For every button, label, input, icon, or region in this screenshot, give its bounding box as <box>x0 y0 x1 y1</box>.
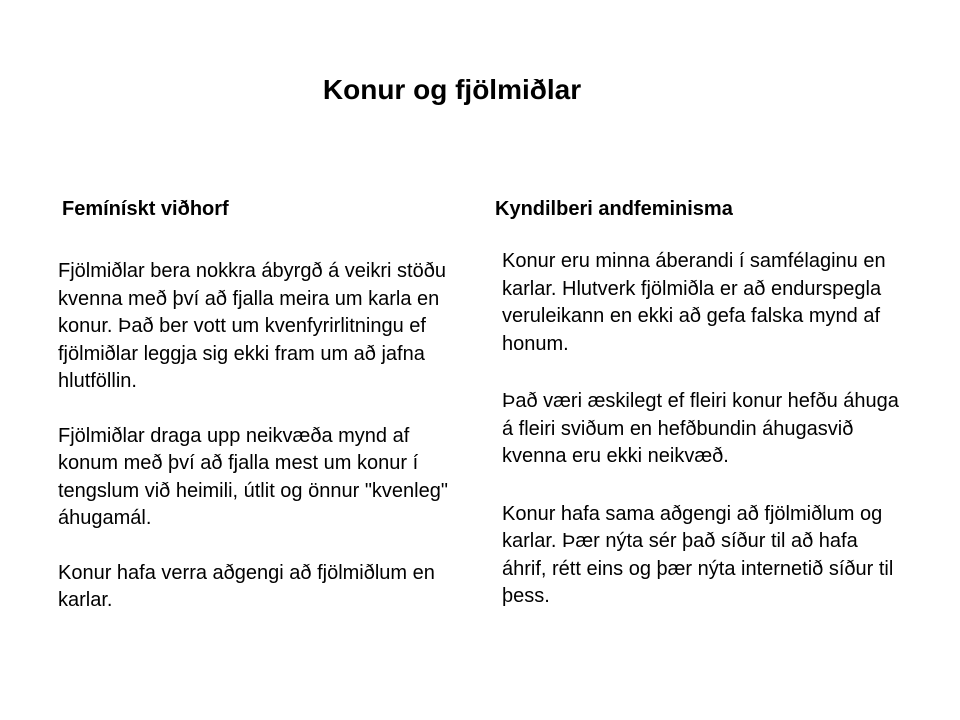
right-paragraph: Það væri æskilegt ef fleiri konur hefðu áhuga á fleiri sviðum en hefðbundin áhugasvið kvenna eru ekki neikvæð. <box>502 390 899 467</box>
left-column <box>58 258 468 615</box>
right-paragraph: Konur hafa sama aðgengi að fjölmiðlum og karlar. Þær nýta sér það síður til að hafa áhrif, rétt eins og þær nýta internetið síður til þess. <box>502 502 894 607</box>
left-paragraph: Konur hafa verra aðgengi að fjölmiðlum en karlar. <box>58 561 435 611</box>
right-paragraph: Konur eru minna áberandi í samfélaginu en karlar. Hlutverk fjölmiðla er að endurspegla veruleikann en ekki að gefa falska mynd af honum. <box>502 250 886 355</box>
right-column-heading: Kyndilberi andfeminisma <box>495 198 733 220</box>
left-paragraph: Fjölmiðlar bera nokkra ábyrgð á veikri stöðu kvenna með því að fjalla meira um karla en konur. Það ber vott um kvenfyrirlitningu ef fjölmiðlar leggja sig ekki fram um að jafna hlutföllin. <box>58 260 446 392</box>
left-column-heading: Femínískt viðhorf <box>62 198 229 220</box>
slide-title: Konur og fjölmiðlar <box>322 74 582 105</box>
left-paragraph: Fjölmiðlar draga upp neikvæða mynd af konum með því að fjalla mest um konur í tengslum við heimili, útlit og önnur "kvenleg" áhugamál. <box>58 424 448 529</box>
right-column <box>502 248 902 611</box>
